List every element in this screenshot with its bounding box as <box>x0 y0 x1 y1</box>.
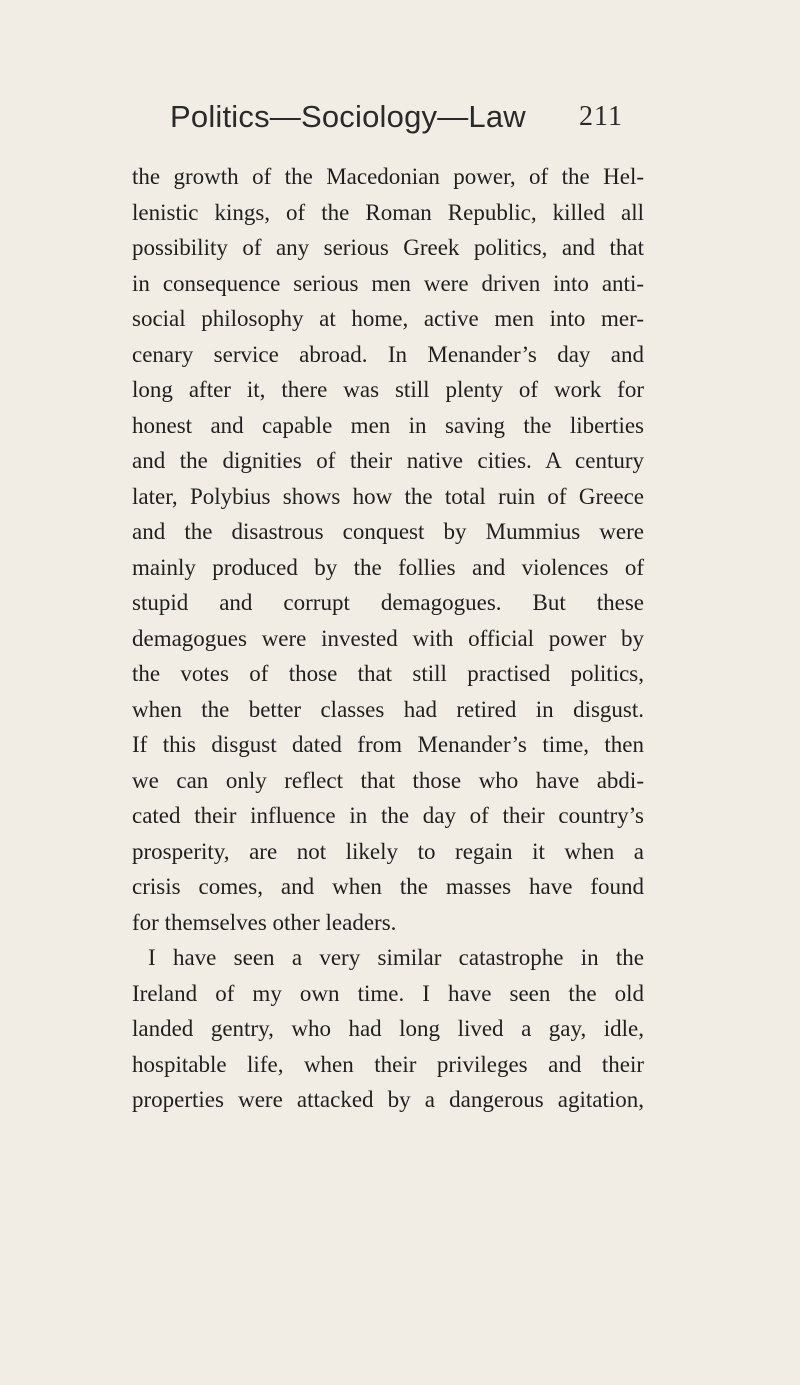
text-line: later, Polybius shows how the total ruin of Greece <box>132 483 644 509</box>
text-line: and the disastrous conquest by Mummius were <box>132 519 644 544</box>
text-line: honest and capable men in saving the liberties <box>132 412 644 438</box>
text-line: we can only reflect that those who have abdi- <box>132 767 644 793</box>
text-line: If this disgust dated from Menander’s time, then <box>132 732 644 757</box>
text-line: cenary service abroad. In Menander’s day and <box>132 341 644 367</box>
text-line: when the better classes had retired in disgust. <box>132 696 644 722</box>
text-line: landed gentry, who had long lived a gay, idle, <box>132 1016 644 1041</box>
text-line: for themselves other leaders. <box>132 909 397 935</box>
text-line: properties were attacked by a dangerous agitation, <box>132 1087 644 1112</box>
text-line: lenistic kings, of the Roman Republic, killed all <box>132 199 644 225</box>
text-line: hospitable life, when their privileges and their <box>132 1051 644 1077</box>
text-line: prosperity, are not likely to regain it when a <box>132 838 644 864</box>
text-line: long after it, there was still plenty of work for <box>132 377 644 402</box>
page-number: 211 <box>579 101 623 132</box>
text-line: demagogues were invested with official power by <box>132 625 644 651</box>
text-line: Ireland of my own time. I have seen the old <box>132 980 644 1006</box>
text-line: stupid and corrupt demagogues. But these <box>132 590 644 615</box>
text-line: and the dignities of their native cities. A century <box>132 448 644 473</box>
body-text <box>132 159 644 1118</box>
text-line: the votes of those that still practised politics, <box>132 661 644 686</box>
text-line: cated their influence in the day of their country’s <box>132 803 644 828</box>
running-header <box>132 97 632 141</box>
running-title: Politics—Sociology—Law <box>170 99 526 134</box>
text-line: social philosophy at home, active men into mer- <box>132 306 644 331</box>
text-line: I have seen a very similar catastrophe in the <box>148 945 644 970</box>
text-line: in consequence serious men were driven into anti- <box>132 270 644 296</box>
text-line: possibility of any serious Greek politics, and that <box>132 235 644 260</box>
text-line: the growth of the Macedonian power, of the Hel- <box>132 164 644 189</box>
text-line: crisis comes, and when the masses have found <box>132 874 644 899</box>
text-line: mainly produced by the follies and violences of <box>132 554 644 580</box>
